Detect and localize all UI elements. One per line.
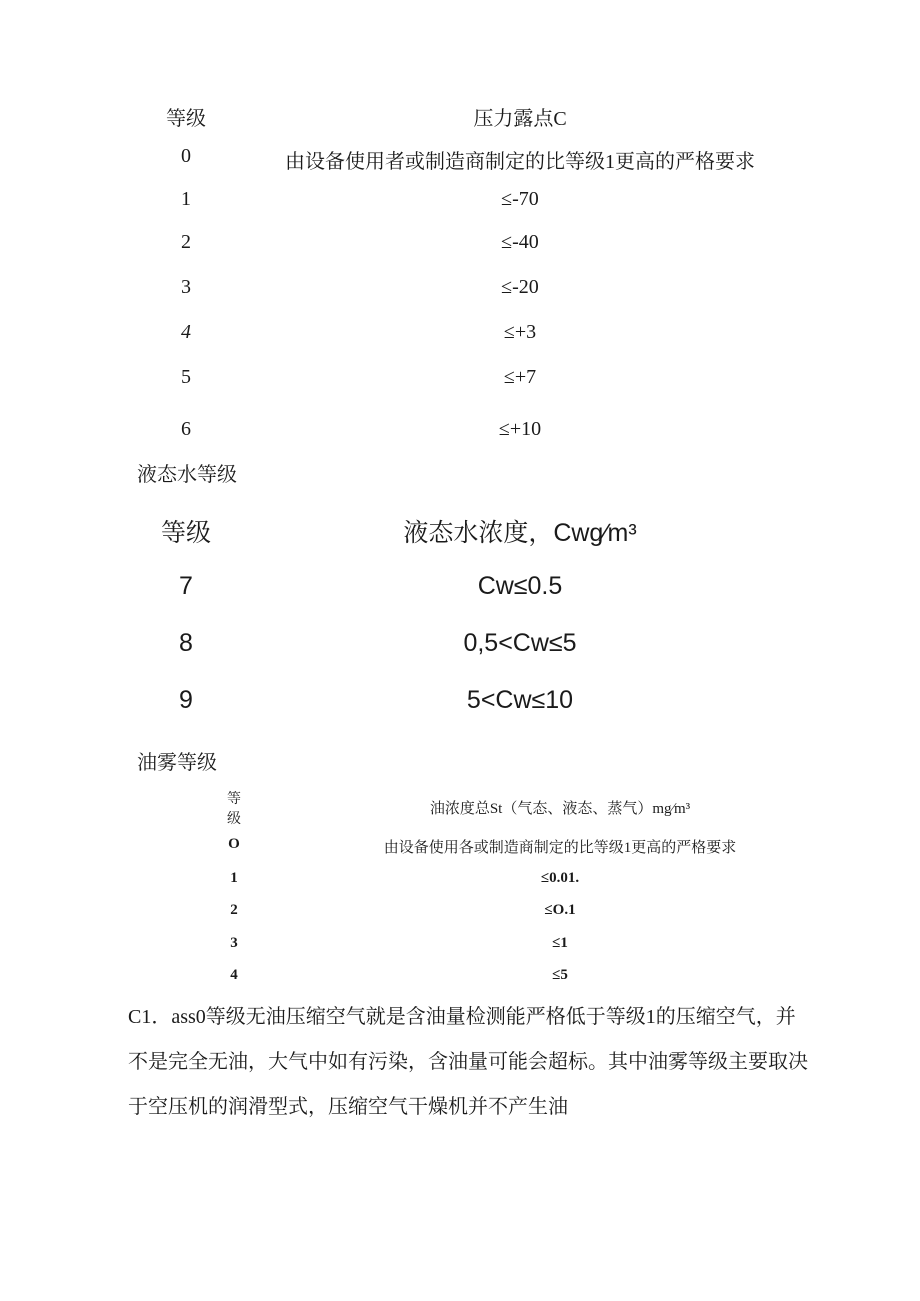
table-row-value: ≤-70: [501, 188, 539, 210]
table-row-grade: 9: [179, 686, 193, 714]
table-row-grade: 2: [230, 902, 238, 918]
table-row-value: 由设备使用者或制造商制定的比等级1更高的严格要求: [285, 151, 755, 173]
liquid-water-header-value: 液态水浓度，Cwg∕m³: [403, 519, 637, 547]
oil-mist-section-title: 油雾等级: [137, 752, 217, 774]
table-row-value: ≤-20: [501, 276, 539, 298]
table-row-value: ≤+7: [503, 366, 537, 388]
dew-point-header-grade: 等级: [166, 108, 206, 130]
table-row-grade: 1: [181, 188, 191, 210]
table-row-grade: 6: [181, 418, 191, 440]
table-row-value: 0,5<Cw≤5: [463, 629, 577, 657]
liquid-water-section-title: 液态水等级: [137, 464, 237, 486]
table-row-grade: 8: [179, 629, 193, 657]
table-row-value: ≤1: [552, 935, 568, 951]
liquid-water-header-grade: 等级: [160, 519, 211, 547]
table-row-value: ≤0.01.: [540, 870, 580, 886]
table-row-value: Cw≤0.5: [477, 572, 563, 600]
oil-mist-header-value: 油浓度总St（气态、液态、蒸气）mg∕m³: [429, 801, 691, 817]
table-row-grade: 1: [230, 870, 238, 886]
table-row-value: ≤O.1: [544, 902, 576, 918]
table-row-grade: 4: [230, 967, 238, 983]
table-row-value: 由设备使用各或制造商制定的比等级1更高的严格要求: [383, 840, 737, 856]
table-row-value: 5<Cw≤10: [466, 686, 574, 714]
table-row-grade: 0: [181, 145, 191, 167]
table-row-value: ≤5: [552, 967, 568, 983]
oil-mist-header-grade: 等 级: [227, 792, 241, 827]
table-row-grade: 5: [181, 366, 191, 388]
table-row-grade: 2: [181, 231, 191, 253]
explanation-paragraph: C1．ass0等级无油压缩空气就是含油量检测能严格低于等级1的压缩空气，并不是完全无油，大气中如有污染，含油量可能会超标。其中油雾等级主要取决于空压机的润滑型式，压缩空气干燥机并不产生油: [128, 1006, 808, 1118]
table-row-grade: 3: [230, 935, 238, 951]
table-row-value: ≤+10: [498, 418, 542, 440]
dew-point-header-value: 压力露点C: [473, 108, 567, 130]
table-row-grade: 4: [181, 321, 191, 343]
table-row-grade: 7: [179, 572, 193, 600]
table-row-value: ≤+3: [503, 321, 537, 343]
table-row-grade: O: [228, 836, 240, 852]
table-row-grade: 3: [181, 276, 191, 298]
table-row-value: ≤-40: [501, 231, 539, 253]
